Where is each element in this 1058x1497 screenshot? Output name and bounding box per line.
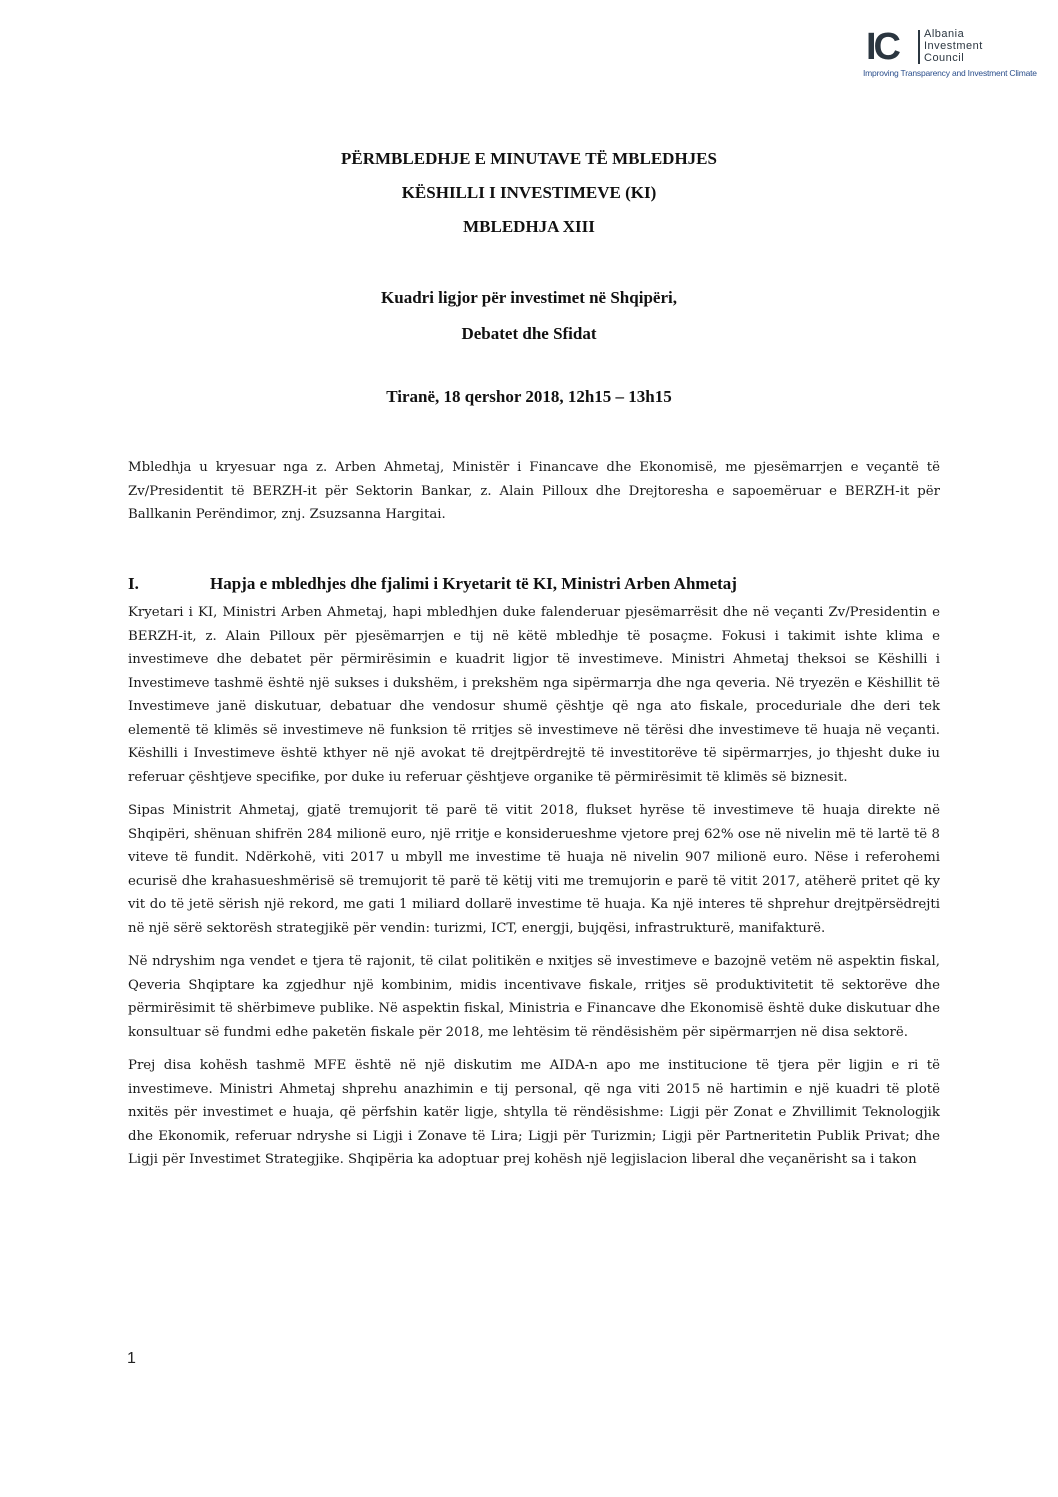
logo-name-line: Council [924, 52, 965, 64]
section-number: I. [128, 574, 139, 593]
logo-mark: IC [866, 26, 898, 68]
body-paragraph: Në ndryshim nga vendet e tjera të rajonit, të cilat politikën e nxitjes së investimeve e bazojnë vetëm në aspektin fiskal, Qeveria Shqiptare ka zgjedhur një kombinim, midis incentivave fiskale, rritjes së produktivitetit të sektorëve dhe përmirësimit të shërbimeve publike. Në aspektin fiskal, Ministria e Financave dhe Ekonomisë është duke diskutuar dhe konsultuar së fundmi edhe paketën fiskale për 2018, me lehtësim të rëndësishëm për sipërmarrjen në disa sektorë. [128, 954, 940, 1040]
document-title [0, 142, 1058, 244]
title-line: MBLEDHJA XIII [463, 217, 595, 236]
meeting-date: Tiranë, 18 qershor 2018, 12h15 – 13h15 [386, 387, 672, 406]
section-title: Hapja e mbledhjes dhe fjalimi i Kryetarit të KI, Ministri Arben Ahmetaj [210, 574, 737, 593]
intro-section [128, 456, 940, 537]
title-line: KËSHILLI I INVESTIMEVE (KI) [401, 183, 657, 202]
body-paragraph: Kryetari i KI, Ministri Arben Ahmetaj, hapi mbledhjen duke falenderuar pjesëmarrësit dhe në veçanti Zv/Presidentin e BERZH-it, z. Alain Pilloux për pjesëmarrjen e tij në këtë mbledhje të posaçme. Fokusi i takimit ishte klima e investimeve dhe debatet për përmirësimin e kuadrit ligjor të investimeve. Ministri Ahmetaj theksoi se Këshilli i Investimeve tashmë është një sukses i dukshëm, i prekshëm nga sipërmarrja dhe nga qeveria. Në tryezën e Këshillit të Investimeve janë diskutuar, debatuar dhe vendosur shumë çështje që nga ato fiskale, proceduriale dhe deri tek elementë të klimës së investimeve në funksion të rritjes së investimeve në tërësi dhe investimeve të huaja në veçanti. Këshilli i Investimeve është kthyer në një avokat të drejtpërdrejtë të investitorëve të sipërmarrjes, jo thjesht duke iu referuar çështjeve specifike, por duke iu referuar çështjeve organike të përmirësimit të klimës së biznesit. [128, 605, 940, 785]
title-line: PËRMBLEDHJE E MINUTAVE TË MBLEDHJES [341, 149, 717, 168]
body-paragraph: Sipas Ministrit Ahmetaj, gjatë tremujorit të parë të vitit 2018, flukset hyrëse të investimeve të huaja direkte në Shqipëri, shënuan shifrën 284 milionë euro, një rritje e konsiderueshme vjetore prej 62% ose në nivelin më të lartë të 8 viteve të fundit. Ndërkohë, viti 2017 u mbyll me investime të huaja në nivelin 907 milionë euro. Nëse i referohemi ecurisë dhe krahasueshmërisë së tremujorit të parë të këtij viti me tremujorin e parë të vitit 2017, atëherë pritet që ky vit do të jetë sërish një rekord, me gati 1 miliard dollarë investime të huaja. Ka një interes të shprehur drejtpërsëdrejti në një sërë sektorësh strategjikë për vendin: turizmi, ICT, energji, bujqësi, infrastrukturë, manifakturë. [128, 803, 940, 936]
subtitle-line: Debatet dhe Sfidat [461, 324, 597, 343]
logo-name-line: Albania [924, 28, 965, 40]
logo-name [924, 28, 983, 64]
body-paragraph: Prej disa kohësh tashmë MFE është në një diskutim me AIDA-n apo me institucione të tjera për ligjin e ri të investimeve. Ministri Ahmetaj shprehu anazhimin e tij personal, që nga viti 2015 në hartimin e një kuadri të plotë nxitës për investimet e huaja, që përfshin katër ligje, shtylla të rëndësishme: Ligji për Zonat e Zhvillimit Teknologjik dhe Ekonomik, referuar ndryshe si Ligji i Zonave të Lira; Ligji për Turizmin; Ligji për Partneritetin Publik Privat; dhe Ligji për Investimet Strategjike. Shqipëria ka adoptuar prej kohësh një legjislacion liberal dhe veçanërisht sa i takon [128, 1058, 940, 1167]
document-subtitle [0, 280, 1058, 352]
section-heading [128, 572, 940, 596]
logo-name-line: Investment [924, 40, 983, 52]
subtitle-line: Kuadri ligjor për investimet në Shqipëri, [381, 288, 677, 307]
intro-paragraph: Mbledhja u kryesuar nga z. Arben Ahmetaj, Ministër i Financave dhe Ekonomisë, me pjesëmarrjen e veçantë të Zv/Presidentit të BERZH-it për Sektorin Bankar, z. Alain Pilloux dhe Drejtoresha e sapoemëruar e BERZH-it për Ballkanin Perëndimor, znj. Zsuzsanna Hargitai. [128, 460, 940, 522]
aic-logo [863, 26, 1056, 88]
page-number: 1 [127, 1350, 136, 1367]
logo-tagline: Improving Transparency and Investment Climate [863, 68, 1037, 78]
logo-divider [918, 30, 920, 64]
section-body [128, 601, 940, 1182]
